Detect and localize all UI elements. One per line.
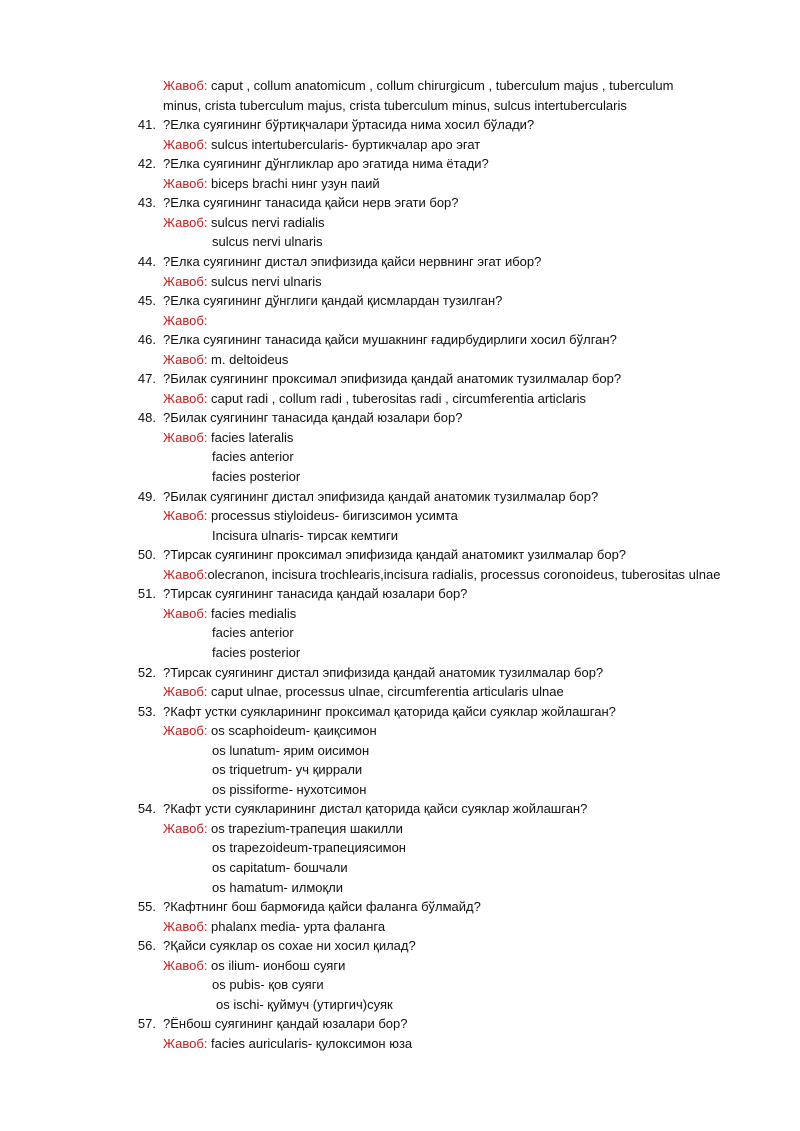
answer-line — [0, 272, 800, 292]
answer-line — [0, 682, 800, 702]
answer-line — [0, 213, 800, 233]
answer-text: os pubis- қов суяги — [212, 977, 324, 993]
question-text: ?Елка суягининг дистал эпифизида қайси нервнинг эгат ибор? — [163, 253, 542, 269]
question-number: 57. — [137, 1016, 156, 1032]
question-text: ?Тирсак суягининг проксимал эпифизида қандай анатомикт узилмалар бор? — [163, 547, 627, 563]
answer-text: facies auricularis- қулоксимон юза — [207, 1035, 413, 1051]
question-line — [0, 408, 800, 428]
question-text: ?Кафт устки суякларининг проксимал қаторида қайси суяклар жойлашган? — [163, 703, 616, 719]
answer-continuation — [0, 447, 800, 467]
question-number: 52. — [137, 664, 156, 680]
answer-text: facies anterior — [212, 449, 294, 465]
answer-text: Incisura ulnaris- тирсак кемтиги — [212, 527, 399, 543]
question-text: ?Билак суягининг проксимал эпифизида қандай анатомик тузилмалар бор? — [163, 371, 622, 387]
answer-text: sulcus nervi ulnaris — [207, 273, 322, 289]
question-text: ?Қайси суяклар os сохае ни хосил қилад? — [163, 938, 416, 954]
question-line — [0, 584, 800, 604]
answer-line — [0, 76, 800, 96]
question-number: 53. — [137, 703, 156, 719]
answer-label: Жавоб: — [163, 918, 208, 934]
question-number: 49. — [137, 488, 156, 504]
answer-text: os triquetrum- уч қиррали — [212, 762, 363, 778]
answer-line — [0, 389, 800, 409]
question-number: 44. — [137, 253, 156, 269]
answer-continuation — [0, 467, 800, 487]
question-text: ?Тирсак суягининг дистал эпифизида қандай анатомик тузилмалар бор? — [163, 664, 604, 680]
answer-text: biceps brachi нинг узун паий — [207, 175, 380, 191]
answer-continuation — [0, 643, 800, 663]
answer-text: facies anterior — [212, 625, 294, 641]
answer-text: caput , collum anatomicum , collum chirurgicum , tuberculum majus , tuberculum — [207, 78, 674, 93]
question-line — [0, 936, 800, 956]
question-number: 43. — [137, 195, 156, 211]
answer-text: minus, crista tuberculum majus, crista tuberculum minus, sulcus intertubercularis — [163, 97, 627, 113]
answer-text: os pissiforme- нухотсимон — [212, 781, 367, 797]
question-number: 41. — [137, 117, 156, 133]
answer-continuation — [0, 878, 800, 898]
question-number: 45. — [137, 293, 156, 309]
answer-text: os ilium- ионбош суяги — [207, 957, 346, 973]
answer-text: caput radi , collum radi , tuberositas radi , circumferentia articlaris — [207, 390, 587, 406]
answer-line — [0, 174, 800, 194]
answer-line — [0, 311, 800, 331]
question-number: 42. — [137, 156, 156, 172]
question-line — [0, 799, 800, 819]
answer-text: facies lateralis — [207, 429, 294, 445]
answer-label: Жавоб: — [163, 820, 208, 836]
answer-text: os trapezium-трапеция шакилли — [207, 820, 403, 836]
answer-text: olecranon, incisura trochlearis,incisura radialis, processus coronoideus, tuberositas ulnae — [207, 566, 721, 582]
answer-label: Жавоб: — [163, 429, 208, 445]
answer-label: Жавоб: — [163, 957, 208, 973]
question-line — [0, 897, 800, 917]
answer-text: facies posterior — [212, 644, 301, 660]
question-number: 51. — [137, 586, 156, 602]
question-text: ?Билак суягининг танасида қандай юзалари бор? — [163, 410, 463, 426]
question-number: 46. — [137, 332, 156, 348]
question-number: 48. — [137, 410, 156, 426]
question-text: ?Елка суягининг танасида қайси мушакнинг ғадирбудирлиги хосил бўлган? — [163, 332, 617, 348]
question-number: 56. — [137, 938, 156, 954]
answer-continuation — [0, 232, 800, 252]
question-line — [0, 487, 800, 507]
question-text: ?Кафтнинг бош бармоғида қайси фаланга бўлмайд? — [163, 899, 481, 915]
question-text: ?Елка суягининг дўнглиги қандай қисмлардан тузилган? — [163, 293, 503, 309]
answer-continuation — [0, 96, 800, 116]
answer-label: Жавоб: — [163, 1035, 208, 1051]
answer-text: os lunatum- ярим оисимон — [212, 742, 370, 758]
answer-label: Жавоб: — [163, 605, 208, 621]
question-text: ?Тирсак суягининг танасида қандай юзалари бор? — [163, 586, 468, 602]
answer-continuation — [0, 780, 800, 800]
question-line — [0, 330, 800, 350]
question-line — [0, 193, 800, 213]
answer-label: Жавоб: — [163, 390, 208, 406]
answer-label: Жавоб: — [163, 273, 208, 289]
answer-line — [0, 604, 800, 624]
question-line — [0, 702, 800, 722]
question-number: 54. — [137, 801, 156, 817]
answer-label: Жавоб: — [163, 351, 208, 367]
question-text: ?Кафт усти суякларининг дистал қаторида қайси суяклар жойлашган? — [163, 801, 588, 817]
question-line — [0, 154, 800, 174]
answer-label: Жавоб: — [163, 508, 208, 524]
answer-line — [0, 917, 800, 937]
question-line — [0, 291, 800, 311]
answer-text: os ischi- қуймуч (утиргич)суяк — [216, 996, 393, 1012]
answer-continuation — [0, 526, 800, 546]
answer-continuation — [0, 995, 800, 1015]
answer-label: Жавоб: — [163, 566, 208, 582]
question-line — [0, 115, 800, 135]
answer-line — [0, 819, 800, 839]
answer-label: Жавоб: — [163, 684, 208, 700]
answer-label: Жавоб: — [163, 175, 208, 191]
answer-continuation — [0, 623, 800, 643]
answer-text: phalanx media- урта фаланга — [207, 918, 386, 934]
question-number: 50. — [137, 547, 156, 563]
answer-continuation — [0, 741, 800, 761]
question-text: ?Елка суягининг бўртиқчалари ўртасида нима хосил бўлади? — [163, 117, 535, 133]
answer-text: sulcus nervi radialis — [207, 214, 325, 230]
answer-text: facies medialis — [207, 605, 297, 621]
question-line — [0, 252, 800, 272]
answer-label: Жавоб: — [163, 136, 208, 152]
question-text: ?Билак суягининг дистал эпифизида қандай анатомик тузилмалар бор? — [163, 488, 599, 504]
question-line — [0, 1014, 800, 1034]
answer-label: Жавоб: — [163, 214, 208, 230]
question-line — [0, 663, 800, 683]
answer-continuation — [0, 838, 800, 858]
answer-line — [0, 565, 800, 585]
answer-text: os trapezoideum-трапециясимон — [212, 840, 406, 856]
answer-line — [0, 1034, 800, 1054]
answer-line — [0, 956, 800, 976]
answer-line — [0, 135, 800, 155]
answer-text: caput ulnae, processus ulnae, circumferentia articularis ulnae — [207, 684, 564, 700]
answer-text: processus stiyloideus- бигизсимон усимта — [207, 508, 458, 524]
answer-line — [0, 721, 800, 741]
answer-text: os hamatum- илмоқли — [212, 879, 344, 895]
answer-label: Жавоб: — [163, 723, 208, 739]
question-line — [0, 369, 800, 389]
question-number: 47. — [137, 371, 156, 387]
answer-line — [0, 506, 800, 526]
question-number: 55. — [137, 899, 156, 915]
answer-text: sulcus intertubercularis- буртикчалар аро эгат — [207, 136, 481, 152]
answer-text: os scaphoideum- қаиқсимон — [207, 723, 377, 739]
answer-label: Жавоб: — [163, 312, 208, 328]
question-text: ?Ёнбош суягининг қандай юзалари бор? — [163, 1016, 408, 1032]
question-line — [0, 545, 800, 565]
answer-text: sulcus nervi ulnaris — [212, 234, 323, 250]
question-text: ?Елка суягининг танасида қайси нерв эгати бор? — [163, 195, 459, 211]
answer-line — [0, 428, 800, 448]
answer-label: Жавоб: — [163, 78, 208, 93]
answer-continuation — [0, 975, 800, 995]
answer-text: os capitatum- бошчали — [212, 860, 348, 875]
answer-continuation — [0, 858, 800, 878]
question-text: ?Елка суягининг дўнгликлар аро эгатида нима ётади? — [163, 156, 489, 172]
answer-text: facies posterior — [212, 469, 301, 484]
answer-continuation — [0, 760, 800, 780]
answer-text: m. deltoideus — [207, 351, 289, 367]
answer-line — [0, 350, 800, 370]
